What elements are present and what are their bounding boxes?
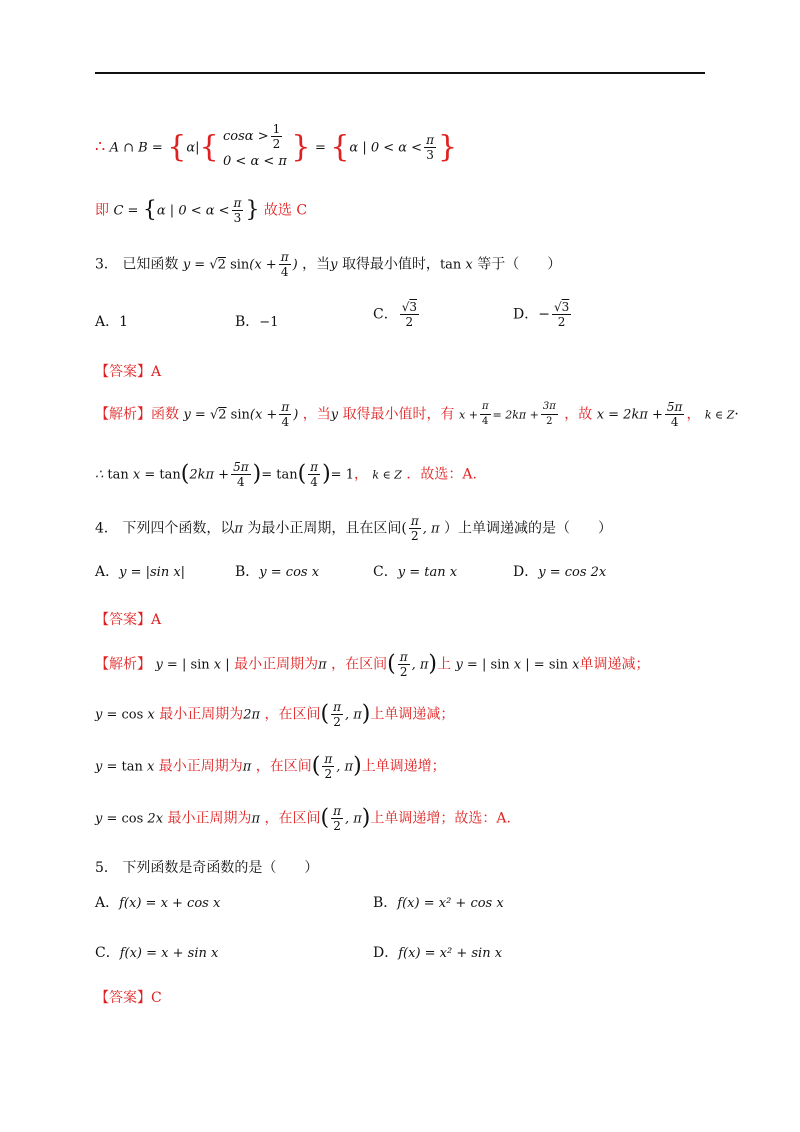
q4-l1-b: ，在区间 <box>331 656 388 673</box>
q4-analysis-line-2: y = cos x 最小正周期为2π ，在区间( $\frac{\pi}{2}$ , π)上单调递减； <box>95 700 455 729</box>
q4-stem: 4． 下列四个函数，以π 为最小正周期，且在区间( $\frac{\pi}{2}$ , π ）上单调递减的是（ ） <box>95 514 612 543</box>
q4-l1-a: 最小正周期为 <box>234 656 319 673</box>
q3-analysis-a: 函数 <box>151 406 179 423</box>
q5-answer-value: C <box>151 990 162 1006</box>
q4-answer-label: 【答案】 <box>95 612 151 628</box>
q4-stem-c: ）上单调递减的是（ ） <box>444 520 612 537</box>
header-rule <box>95 72 705 74</box>
q4-l3-a: 最小正周期为 <box>158 758 243 775</box>
set-intersection-line: ∴ A ∩ B = {α|{ cosα > $\frac{1}{2}$ 0 < α < π } = {α | 0 < α < $\frac{\pi}{3}$ } <box>95 122 457 173</box>
conclusion-set: α | 0 < α < <box>156 203 230 219</box>
q3-number: 3． <box>95 256 118 273</box>
q4-number: 4． <box>95 520 118 537</box>
q3-option-d: D．− $\frac{√3}{2}$ <box>513 300 570 329</box>
result-set: α | 0 < α < <box>349 140 423 156</box>
q4-option-a: A．y = |sin x| <box>95 564 186 580</box>
q3-line2-end: ．故选：A. <box>406 466 477 483</box>
q3-k-in-z: k ∈ Z <box>704 408 735 422</box>
q5-option-a: A．f(x) = x + cos x <box>95 895 221 911</box>
q3-analysis-b: ，当 <box>302 406 331 423</box>
q4-stem-a: 下列四个函数，以 <box>122 520 235 537</box>
q3-option-c: C． $\frac{√3}{2}$ <box>373 300 418 329</box>
q5-stem <box>95 858 318 878</box>
therefore-symbol: ∴ <box>95 136 106 156</box>
q4-l2-b: ，在区间 <box>264 706 321 723</box>
q3-stem-c: 取得最小值时， <box>341 256 440 273</box>
equals: = <box>314 140 326 156</box>
q3-stem: 3． 已知函数 y = √2 sin(x + $\frac{\pi}{4}$ ) ，当y 取得最小值时，tan x 等于（ ） <box>95 250 562 279</box>
q3-analysis-label: 【解析】 <box>95 406 151 423</box>
q3-analysis-line-2: ∴ tan x = tan(2kπ + $\frac{5\pi}{4}$ )= tan( $\frac{\pi}{4}$ )= 1， k ∈ Z ．故选：A. <box>95 460 477 489</box>
q4-l2-a: 最小正周期为 <box>159 706 244 723</box>
q5-number: 5． <box>95 860 118 876</box>
q3-option-a: A．1 <box>95 314 129 330</box>
q4-analysis-line-1: 【解析】 y = | sin x | 最小正周期为π ，在区间( $\frac{\pi}{2}$ , π)上 y = | sin x | = sin x单调递减； <box>95 650 650 679</box>
q3-stem-b: ，当 <box>302 256 331 273</box>
q4-l4-b: ，在区间 <box>264 810 321 827</box>
q4-analysis-label: 【解析】 <box>95 656 151 673</box>
case-2: 0 < α < π <box>223 154 287 169</box>
q4-option-b: B．y = cos x <box>235 564 320 580</box>
alpha-bar: α| <box>186 140 200 156</box>
q3-option-b: B．−1 <box>235 314 279 330</box>
q3-analysis-line-1: 【解析】函数 y = √2 sin(x + $\frac{\pi}{4}$ ) ，当y 取得最小值时，有 x + $\frac{\pi}{4}$ = 2kπ + $\frac{3\pi}{2}$ ，故 x = 2kπ + $\frac{5\pi}{4}$ ， k ∈ Z· <box>95 400 739 429</box>
q5-stem-text: 下列函数是奇函数的是（ ） <box>122 860 319 876</box>
conclusion-line: 即 C = {α | 0 < α < $\frac{\pi}{3}$ } 故选 C <box>95 196 308 225</box>
q4-answer-value: A <box>151 612 162 628</box>
q4-answer <box>95 610 161 630</box>
q4-l3-c: 上单调递增； <box>361 758 446 775</box>
q4-l2-c: 上单调递减； <box>370 706 455 723</box>
q5-option-c: C．f(x) = x + sin x <box>95 945 219 961</box>
cases-block: cosα > $\frac{1}{2}$ 0 < α < π <box>223 122 287 173</box>
q4-stem-b: 为最小正周期，且在区间( <box>247 520 407 537</box>
q4-l1-c: 上 <box>437 656 451 673</box>
q3-answer-value: A <box>151 364 162 380</box>
conclusion-prefix: 即 <box>95 202 109 219</box>
q3-analysis-d: ，故 <box>564 406 593 423</box>
q4-l4-c: 上单调递增；故选：A. <box>370 810 511 827</box>
q4-analysis-line-3: y = tan x 最小正周期为π ，在区间( $\frac{\pi}{2}$ , π)上单调递增； <box>95 752 446 781</box>
q5-option-d: D．f(x) = x² + sin x <box>373 945 503 961</box>
q4-option-d: D．y = cos 2x <box>513 564 607 580</box>
q3-analysis-c: 取得最小值时，有 <box>342 406 455 423</box>
q3-stem-d: 等于（ ） <box>477 256 562 273</box>
q4-l1-d: 单调递减； <box>579 656 650 673</box>
q4-analysis-line-4: y = cos 2x 最小正周期为π ，在区间( $\frac{\pi}{2}$ , π)上单调递增；故选：A. <box>95 804 511 833</box>
q3-func: y = √2 sin(x + <box>182 257 277 273</box>
q5-answer <box>95 988 162 1008</box>
q4-l4-a: 最小正周期为 <box>167 810 252 827</box>
q5-answer-label: 【答案】 <box>95 990 151 1006</box>
case-1: cosα > <box>223 129 269 144</box>
q4-option-c: C．y = tan x <box>373 564 458 580</box>
q3-k-in-z-2: k ∈ Z <box>372 468 402 482</box>
q5-option-b: B．f(x) = x² + cos x <box>373 895 504 911</box>
q4-l3-b: ，在区间 <box>255 758 312 775</box>
q3-analysis-e: ， <box>686 406 701 423</box>
conclusion-suffix: 故选 C <box>263 202 308 219</box>
q3-stem-a: 已知函数 <box>122 256 179 273</box>
q3-answer-label: 【答案】 <box>95 364 151 380</box>
conclusion-c: C = <box>113 203 139 219</box>
q3-answer <box>95 362 161 382</box>
ab-lhs: A ∩ B = <box>109 140 163 156</box>
